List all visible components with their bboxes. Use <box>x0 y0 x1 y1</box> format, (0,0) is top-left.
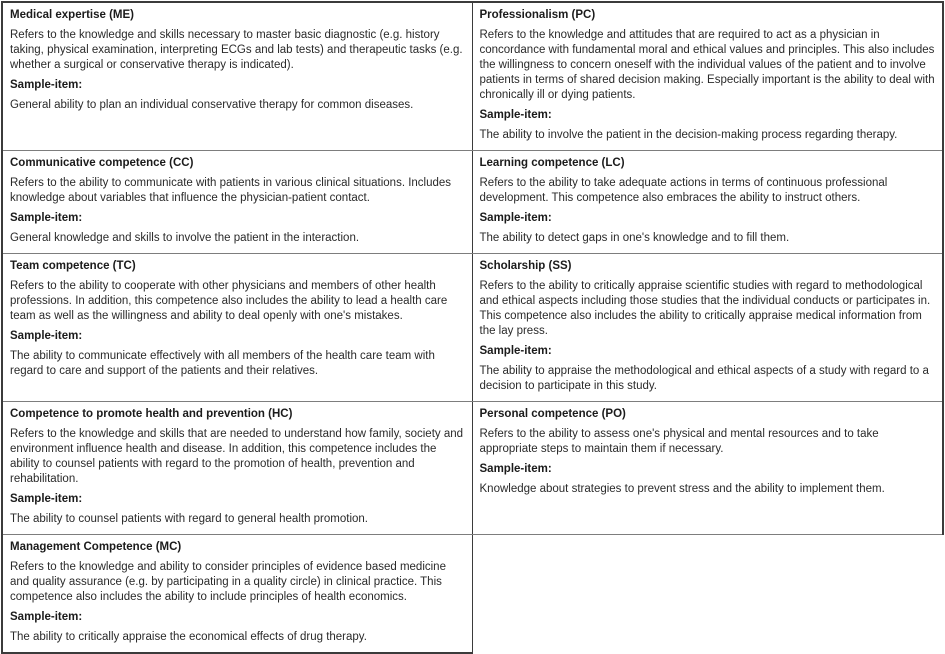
cell-health-promotion-competence <box>2 402 472 535</box>
sample-item-label: Sample-item: <box>479 109 552 121</box>
cell-description: Refers to the ability to assess one's physical and mental resources and to take appropriate steps to maintain them if necessary. <box>479 428 879 455</box>
cell-management-competence <box>2 535 472 654</box>
sample-item-label: Sample-item: <box>479 345 552 357</box>
cell-description: Refers to the ability to take adequate actions in terms of continuous professional development. This competence also embraces the ability to instruct others. <box>479 177 888 204</box>
competence-definitions-page <box>0 1 945 643</box>
table-row <box>2 402 943 535</box>
sample-item-label: Sample-item: <box>479 212 552 224</box>
cell-personal-competence <box>472 402 943 535</box>
cell-scholarship <box>472 254 943 402</box>
cell-title: Professionalism (PC) <box>479 9 596 21</box>
sample-item-label: Sample-item: <box>10 493 83 505</box>
sample-item-text: The ability to detect gaps in one's knowledge and to fill them. <box>479 232 790 244</box>
sample-item-text: The ability to appraise the methodological and ethical aspects of a study with regard to a decision to participate in this study. <box>479 365 929 392</box>
sample-item-text: The ability to communicate effectively with all members of the health care team with regard to care and support of the patients and their relatives. <box>10 350 435 377</box>
cell-description: Refers to the knowledge and skills that are needed to understand how family, society and environment influence health and disease. In addition, this competence includes the ability to counsel patients with regard to the promotion of health, prevention and rehabilitation. <box>10 428 464 485</box>
empty-cell <box>472 535 943 654</box>
sample-item-label: Sample-item: <box>479 463 552 475</box>
sample-item-text: The ability to involve the patient in the decision-making process regarding therapy. <box>479 129 898 141</box>
table-row <box>2 151 943 254</box>
cell-description: Refers to the knowledge and attitudes that are required to act as a physician in concordance with fundamental moral and ethical values and principles. This also includes the willingness to concern oneself with the individual values of the patient and to involve patients in terms of shared decision making. Especially important is the ability to deal with chronically ill or dying patients. <box>479 29 935 101</box>
sample-item-text: Knowledge about strategies to prevent stress and the ability to implement them. <box>479 483 885 495</box>
cell-professionalism <box>472 2 943 151</box>
sample-item-text: General knowledge and skills to involve the patient in the interaction. <box>10 232 360 244</box>
cell-title: Medical expertise (ME) <box>10 9 134 21</box>
sample-item-text: The ability to counsel patients with regard to general health promotion. <box>10 513 368 525</box>
sample-item-label: Sample-item: <box>10 79 83 91</box>
cell-title: Learning competence (LC) <box>479 157 625 169</box>
table-row <box>2 2 943 151</box>
cell-description: Refers to the ability to critically appraise scientific studies with regard to methodological and ethical aspects including those studies that the individual conducts or participates in. This competence also includes the ability to critically appraise medical information from the lay press. <box>479 280 931 337</box>
table-row <box>2 535 943 654</box>
sample-item-label: Sample-item: <box>10 212 83 224</box>
competences-table <box>1 1 944 654</box>
cell-team-competence <box>2 254 472 402</box>
cell-description: Refers to the knowledge and ability to consider principles of evidence based medicine and quality assurance (e.g. by participating in a quality circle) in clinical practice. This competence also includes the ability to include principles of health economics. <box>10 561 446 603</box>
sample-item-label: Sample-item: <box>10 611 83 623</box>
cell-communicative-competence <box>2 151 472 254</box>
table-row <box>2 254 943 402</box>
cell-title: Competence to promote health and prevention (HC) <box>10 408 293 420</box>
sample-item-text: General ability to plan an individual conservative therapy for common diseases. <box>10 99 414 111</box>
cell-title: Scholarship (SS) <box>479 260 572 272</box>
cell-learning-competence <box>472 151 943 254</box>
sample-item-label: Sample-item: <box>10 330 83 342</box>
cell-title: Communicative competence (CC) <box>10 157 194 169</box>
cell-title: Management Competence (MC) <box>10 541 182 553</box>
cell-title: Team competence (TC) <box>10 260 136 272</box>
cell-medical-expertise <box>2 2 472 151</box>
sample-item-text: The ability to critically appraise the economical effects of drug therapy. <box>10 631 367 643</box>
cell-description: Refers to the ability to communicate with patients in various clinical situations. Includes knowledge about variables that influence the physician-patient contact. <box>10 177 452 204</box>
cell-description: Refers to the ability to cooperate with other physicians and members of other health professions. In addition, this competence also includes the ability to lead a health care team as well as the willingness and ability to deal openly with one's mistakes. <box>10 280 448 322</box>
cell-description: Refers to the knowledge and skills necessary to master basic diagnostic (e.g. history taking, physical examination, interpreting ECGs and lab tests) and therapeutic tasks (e.g. whether a surgical or conservative therapy is indicated). <box>10 29 463 71</box>
cell-title: Personal competence (PO) <box>479 408 626 420</box>
